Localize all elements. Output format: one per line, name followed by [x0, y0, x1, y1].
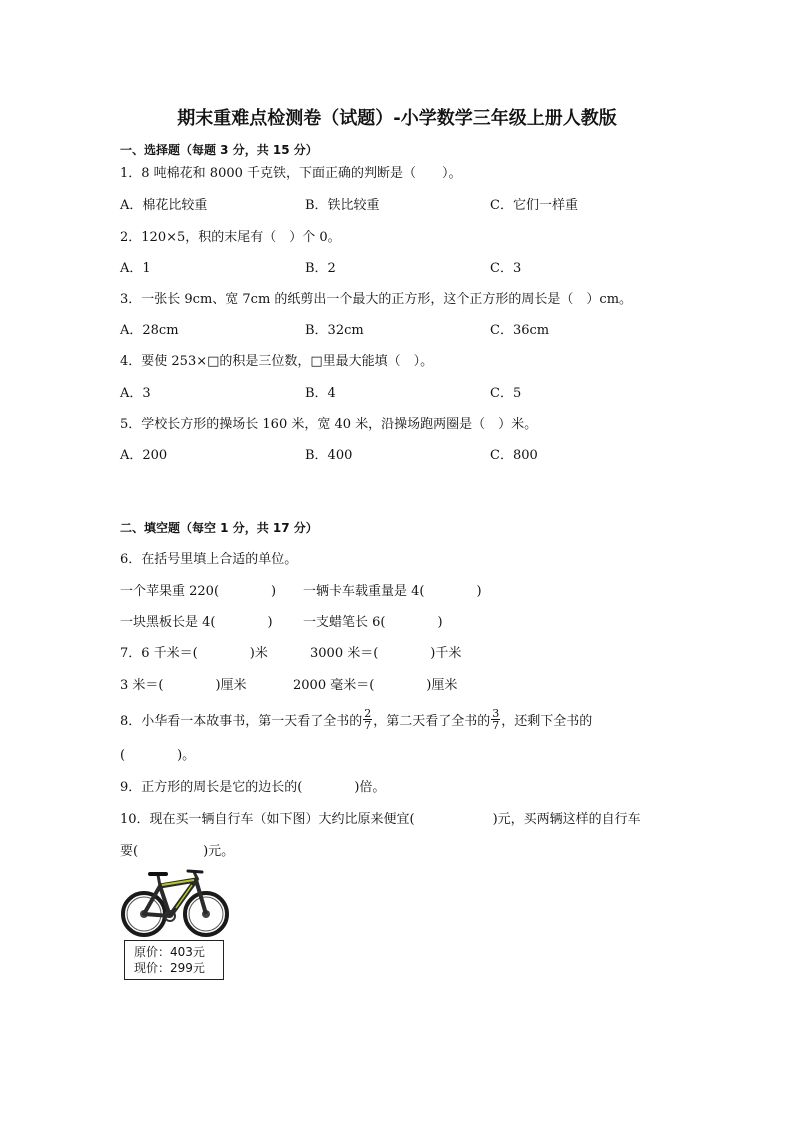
question-3-option-a: A．28cm — [120, 323, 179, 338]
downtube-accent — [176, 885, 192, 908]
question-3-stem: 3．一张长 9cm、宽 7cm 的纸剪出一个最大的正方形，这个正方形的周长是（ ）cm。 — [120, 292, 633, 307]
question-6-blank-blackboard: 一块黑板长是 4( ) — [120, 615, 273, 630]
fraction-2-numerator: 3 — [492, 707, 500, 720]
question-6-blank-apple: 一个苹果重 220( ) — [120, 584, 277, 599]
question-5-option-a: A．200 — [120, 448, 168, 463]
question-8-line-1 — [120, 707, 593, 733]
question-6-stem: 6．在括号里填上合适的单位。 — [120, 552, 298, 567]
question-7-blank-m: 3000 米＝( )千米 — [310, 646, 462, 661]
question-4-option-c: C．5 — [490, 386, 522, 401]
question-2-stem: 2．120×5，积的末尾有（ ）个 0。 — [120, 230, 341, 245]
bicycle-image — [118, 866, 232, 938]
seat-post — [158, 875, 160, 886]
question-1-option-a: A．棉花比较重 — [120, 198, 208, 213]
question-9-stem: 9．正方形的周长是它的边长的( )倍。 — [120, 780, 386, 795]
question-4-option-a: A．3 — [120, 386, 151, 401]
question-6-blank-truck: 一辆卡车载重量是 4( ) — [303, 584, 482, 599]
question-5-stem: 5．学校长方形的操场长 160 米，宽 40 米，沿操场跑两圈是（ ）米。 — [120, 417, 538, 432]
fraction-1-numerator: 2 — [364, 707, 372, 720]
current-price: 现价：299元 — [134, 961, 205, 975]
fraction-two-sevenths — [363, 708, 372, 731]
question-8-text-3: ，还剩下全书的 — [501, 714, 593, 729]
question-2-option-a: A．1 — [120, 261, 151, 276]
question-8-line-2: ( )。 — [120, 748, 196, 763]
question-5-option-b: B．400 — [305, 448, 353, 463]
price-label — [124, 940, 224, 980]
question-2-option-c: C．3 — [490, 261, 522, 276]
question-7-blank-km: 7．6 千米＝( )米 — [120, 646, 268, 661]
question-10-line-2: 要( )元。 — [120, 844, 235, 859]
question-7-blank-mm: 2000 毫米＝( )厘米 — [293, 678, 458, 693]
fraction-2-denominator: 7 — [492, 719, 500, 732]
page-title: 期末重难点检测卷（试题）-小学数学三年级上册人教版 — [177, 108, 617, 129]
section-1-header: 一、选择题（每题 3 分，共 15 分） — [120, 143, 318, 157]
fraction-three-sevenths — [491, 708, 500, 731]
question-1-option-b: B．铁比较重 — [305, 198, 380, 213]
question-1-stem: 1．8 吨棉花和 8000 千克铁，下面正确的判断是（ ）。 — [120, 166, 462, 181]
original-price: 原价：403元 — [134, 945, 205, 959]
question-1-option-c: C．它们一样重 — [490, 198, 578, 213]
question-8-text-1: 8．小华看一本故事书，第一天看了全书的 — [120, 714, 363, 729]
question-8-text-2: ，第二天看了全书的 — [373, 714, 491, 729]
question-7-blank-cm: 3 米＝( )厘米 — [120, 678, 247, 693]
handlebar — [188, 871, 202, 872]
question-3-option-c: C．36cm — [490, 323, 550, 338]
question-4-stem: 4．要使 253×□的积是三位数，□里最大能填（ ）。 — [120, 354, 434, 369]
question-10-line-1: 10．现在买一辆自行车（如下图）大约比原来便宜( )元，买两辆这样的自行车 — [120, 812, 641, 827]
fraction-1-denominator: 7 — [364, 719, 372, 732]
question-5-option-c: C．800 — [490, 448, 538, 463]
section-2-header: 二、填空题（每空 1 分，共 17 分） — [120, 521, 318, 535]
question-3-option-b: B．32cm — [305, 323, 364, 338]
question-4-option-b: B．4 — [305, 386, 336, 401]
question-2-option-b: B．2 — [305, 261, 336, 276]
question-6-blank-crayon: 一支蜡笔长 6( ) — [303, 615, 443, 630]
